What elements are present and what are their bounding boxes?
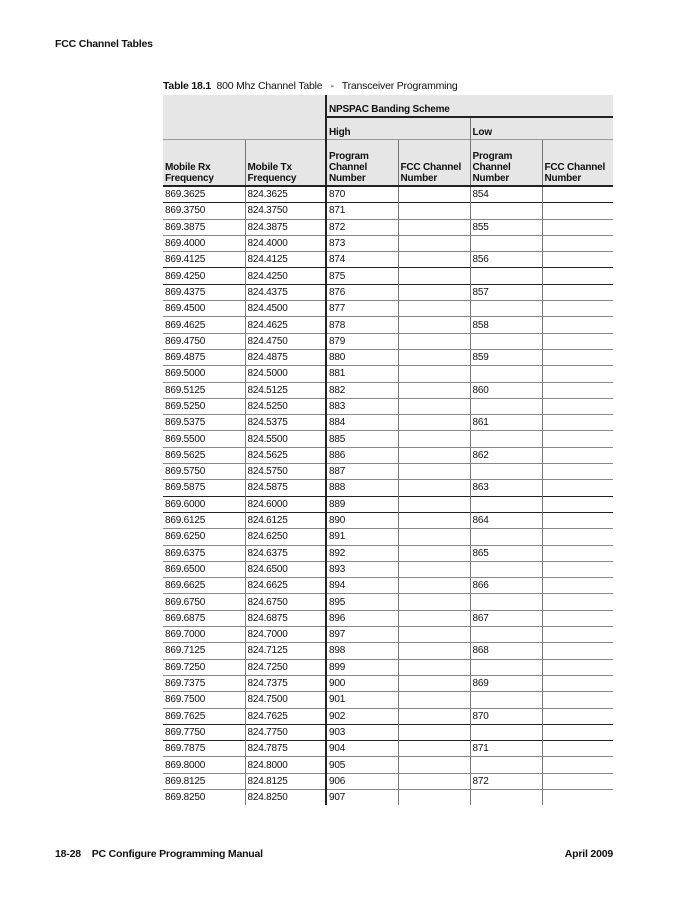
- cell-mobile-tx-frequency: 824.4125: [245, 252, 326, 268]
- cell-mobile-rx-frequency: 869.5250: [163, 398, 245, 414]
- cell-high-program-channel: 900: [326, 675, 398, 691]
- table-row: [163, 708, 613, 724]
- cell-high-fcc-channel: [398, 545, 470, 561]
- table-body: [163, 186, 613, 805]
- table-row: [163, 349, 613, 365]
- cell-low-program-channel: 856: [470, 252, 542, 268]
- cell-low-program-channel: [470, 561, 542, 577]
- cell-mobile-rx-frequency: 869.3625: [163, 186, 245, 203]
- table-row: [163, 398, 613, 414]
- cell-mobile-rx-frequency: 869.4375: [163, 284, 245, 300]
- cell-high-fcc-channel: [398, 512, 470, 528]
- cell-high-fcc-channel: [398, 789, 470, 805]
- cell-low-program-channel: 871: [470, 741, 542, 757]
- cell-mobile-rx-frequency: 869.5375: [163, 415, 245, 431]
- header-mobile-tx-frequency: Mobile Tx Frequency: [245, 140, 326, 187]
- footer-left: [55, 848, 263, 860]
- cell-mobile-rx-frequency: 869.7500: [163, 692, 245, 708]
- cell-high-fcc-channel: [398, 219, 470, 235]
- cell-mobile-rx-frequency: 869.7875: [163, 741, 245, 757]
- table-row: [163, 382, 613, 398]
- cell-mobile-rx-frequency: 869.7750: [163, 724, 245, 740]
- cell-mobile-rx-frequency: 869.7000: [163, 627, 245, 643]
- cell-mobile-tx-frequency: 824.4250: [245, 268, 326, 284]
- header-low-fcc-channel-number: FCC Channel Number: [542, 140, 613, 187]
- cell-high-program-channel: 902: [326, 708, 398, 724]
- cell-high-program-channel: 887: [326, 464, 398, 480]
- cell-mobile-rx-frequency: 869.6375: [163, 545, 245, 561]
- cell-low-fcc-channel: [542, 349, 613, 365]
- cell-low-fcc-channel: [542, 659, 613, 675]
- table-row: [163, 366, 613, 382]
- table-row: [163, 545, 613, 561]
- table-row: [163, 186, 613, 203]
- cell-low-fcc-channel: [542, 578, 613, 594]
- table-row: [163, 219, 613, 235]
- cell-low-fcc-channel: [542, 415, 613, 431]
- cell-high-fcc-channel: [398, 496, 470, 512]
- cell-high-fcc-channel: [398, 203, 470, 219]
- cell-high-fcc-channel: [398, 382, 470, 398]
- cell-high-fcc-channel: [398, 692, 470, 708]
- cell-high-fcc-channel: [398, 333, 470, 349]
- cell-mobile-rx-frequency: 869.7125: [163, 643, 245, 659]
- cell-mobile-rx-frequency: 869.5750: [163, 464, 245, 480]
- cell-high-fcc-channel: [398, 594, 470, 610]
- table-row: [163, 447, 613, 463]
- cell-high-fcc-channel: [398, 366, 470, 382]
- cell-low-program-channel: [470, 301, 542, 317]
- cell-mobile-tx-frequency: 824.6625: [245, 578, 326, 594]
- cell-low-fcc-channel: [542, 789, 613, 805]
- cell-mobile-tx-frequency: 824.7125: [245, 643, 326, 659]
- table-caption-label: Table 18.1: [163, 80, 211, 92]
- header-npspac-banding-scheme: NPSPAC Banding Scheme: [326, 95, 613, 117]
- cell-mobile-tx-frequency: 824.7625: [245, 708, 326, 724]
- cell-mobile-rx-frequency: 869.6750: [163, 594, 245, 610]
- cell-high-fcc-channel: [398, 659, 470, 675]
- cell-low-program-channel: [470, 464, 542, 480]
- cell-low-fcc-channel: [542, 496, 613, 512]
- cell-high-fcc-channel: [398, 480, 470, 496]
- cell-mobile-tx-frequency: 824.5250: [245, 398, 326, 414]
- cell-low-program-channel: [470, 594, 542, 610]
- header-corner: [163, 95, 326, 140]
- cell-low-program-channel: [470, 203, 542, 219]
- cell-mobile-tx-frequency: 824.3750: [245, 203, 326, 219]
- cell-high-fcc-channel: [398, 757, 470, 773]
- cell-high-program-channel: 878: [326, 317, 398, 333]
- cell-high-fcc-channel: [398, 301, 470, 317]
- cell-low-fcc-channel: [542, 203, 613, 219]
- cell-low-program-channel: [470, 431, 542, 447]
- table-row: [163, 675, 613, 691]
- table-row: [163, 284, 613, 300]
- cell-high-program-channel: 895: [326, 594, 398, 610]
- cell-high-program-channel: 883: [326, 398, 398, 414]
- cell-high-fcc-channel: [398, 675, 470, 691]
- cell-low-fcc-channel: [542, 708, 613, 724]
- cell-low-program-channel: [470, 268, 542, 284]
- table-row: [163, 496, 613, 512]
- cell-mobile-tx-frequency: 824.4875: [245, 349, 326, 365]
- cell-low-program-channel: 854: [470, 186, 542, 203]
- cell-low-fcc-channel: [542, 741, 613, 757]
- cell-mobile-tx-frequency: 824.8250: [245, 789, 326, 805]
- cell-mobile-rx-frequency: 869.6875: [163, 610, 245, 626]
- cell-high-program-channel: 875: [326, 268, 398, 284]
- cell-mobile-tx-frequency: 824.7375: [245, 675, 326, 691]
- cell-low-program-channel: 868: [470, 643, 542, 659]
- cell-high-fcc-channel: [398, 561, 470, 577]
- cell-mobile-tx-frequency: 824.5375: [245, 415, 326, 431]
- cell-high-program-channel: 881: [326, 366, 398, 382]
- cell-low-fcc-channel: [542, 480, 613, 496]
- cell-low-fcc-channel: [542, 252, 613, 268]
- table-row: [163, 773, 613, 789]
- cell-mobile-tx-frequency: 824.5125: [245, 382, 326, 398]
- cell-low-program-channel: 857: [470, 284, 542, 300]
- cell-low-fcc-channel: [542, 610, 613, 626]
- cell-low-program-channel: 859: [470, 349, 542, 365]
- cell-mobile-rx-frequency: 869.7375: [163, 675, 245, 691]
- cell-low-program-channel: 867: [470, 610, 542, 626]
- cell-low-program-channel: 861: [470, 415, 542, 431]
- cell-mobile-tx-frequency: 824.6875: [245, 610, 326, 626]
- cell-mobile-rx-frequency: 869.4750: [163, 333, 245, 349]
- cell-mobile-tx-frequency: 824.4750: [245, 333, 326, 349]
- cell-mobile-tx-frequency: 824.4500: [245, 301, 326, 317]
- cell-high-program-channel: 873: [326, 235, 398, 251]
- cell-mobile-tx-frequency: 824.4000: [245, 235, 326, 251]
- cell-low-program-channel: [470, 659, 542, 675]
- running-head: FCC Channel Tables: [55, 38, 153, 50]
- cell-low-program-channel: 864: [470, 512, 542, 528]
- cell-mobile-tx-frequency: 824.7000: [245, 627, 326, 643]
- cell-mobile-rx-frequency: 869.4500: [163, 301, 245, 317]
- cell-high-fcc-channel: [398, 252, 470, 268]
- cell-low-program-channel: 872: [470, 773, 542, 789]
- table-row: [163, 203, 613, 219]
- cell-high-program-channel: 885: [326, 431, 398, 447]
- cell-high-fcc-channel: [398, 464, 470, 480]
- cell-low-fcc-channel: [542, 219, 613, 235]
- cell-high-program-channel: 893: [326, 561, 398, 577]
- table-row: [163, 789, 613, 805]
- cell-low-program-channel: 855: [470, 219, 542, 235]
- cell-low-fcc-channel: [542, 268, 613, 284]
- table-row: [163, 610, 613, 626]
- cell-high-program-channel: 901: [326, 692, 398, 708]
- cell-mobile-tx-frequency: 824.6750: [245, 594, 326, 610]
- cell-low-fcc-channel: [542, 724, 613, 740]
- cell-low-fcc-channel: [542, 235, 613, 251]
- table-row: [163, 692, 613, 708]
- header-mobile-rx-frequency: Mobile Rx Frequency: [163, 140, 245, 187]
- cell-low-program-channel: [470, 789, 542, 805]
- cell-high-fcc-channel: [398, 529, 470, 545]
- cell-high-program-channel: 897: [326, 627, 398, 643]
- cell-mobile-rx-frequency: 869.8250: [163, 789, 245, 805]
- cell-low-fcc-channel: [542, 366, 613, 382]
- cell-mobile-tx-frequency: 824.6250: [245, 529, 326, 545]
- cell-high-program-channel: 896: [326, 610, 398, 626]
- cell-low-program-channel: [470, 235, 542, 251]
- cell-mobile-tx-frequency: 824.4375: [245, 284, 326, 300]
- cell-high-program-channel: 871: [326, 203, 398, 219]
- header-high-fcc-channel-number: FCC Channel Number: [398, 140, 470, 187]
- cell-mobile-rx-frequency: 869.5625: [163, 447, 245, 463]
- cell-low-fcc-channel: [542, 545, 613, 561]
- cell-low-fcc-channel: [542, 284, 613, 300]
- cell-high-program-channel: 891: [326, 529, 398, 545]
- cell-mobile-rx-frequency: 869.4875: [163, 349, 245, 365]
- cell-high-fcc-channel: [398, 708, 470, 724]
- table-row: [163, 480, 613, 496]
- cell-high-program-channel: 879: [326, 333, 398, 349]
- header-low-program-channel-number: Program Channel Number: [470, 140, 542, 187]
- table-row: [163, 741, 613, 757]
- cell-mobile-rx-frequency: 869.6625: [163, 578, 245, 594]
- cell-high-program-channel: 892: [326, 545, 398, 561]
- cell-high-program-channel: 905: [326, 757, 398, 773]
- cell-low-program-channel: [470, 366, 542, 382]
- table-row: [163, 724, 613, 740]
- cell-high-fcc-channel: [398, 627, 470, 643]
- table-row: [163, 659, 613, 675]
- cell-mobile-rx-frequency: 869.7250: [163, 659, 245, 675]
- cell-high-fcc-channel: [398, 773, 470, 789]
- cell-high-program-channel: 882: [326, 382, 398, 398]
- cell-high-fcc-channel: [398, 610, 470, 626]
- cell-mobile-tx-frequency: 824.7750: [245, 724, 326, 740]
- table-row: [163, 594, 613, 610]
- cell-mobile-tx-frequency: 824.6000: [245, 496, 326, 512]
- table-row: [163, 529, 613, 545]
- cell-low-program-channel: [470, 627, 542, 643]
- cell-mobile-tx-frequency: 824.3625: [245, 186, 326, 203]
- cell-low-program-channel: [470, 333, 542, 349]
- cell-mobile-rx-frequency: 869.5500: [163, 431, 245, 447]
- cell-mobile-tx-frequency: 824.7250: [245, 659, 326, 675]
- cell-mobile-tx-frequency: 824.8000: [245, 757, 326, 773]
- cell-low-fcc-channel: [542, 594, 613, 610]
- cell-low-fcc-channel: [542, 186, 613, 203]
- cell-low-fcc-channel: [542, 464, 613, 480]
- table-row: [163, 464, 613, 480]
- header-low: Low: [470, 117, 613, 140]
- cell-high-fcc-channel: [398, 284, 470, 300]
- cell-high-fcc-channel: [398, 317, 470, 333]
- table-row: [163, 431, 613, 447]
- cell-high-program-channel: 906: [326, 773, 398, 789]
- cell-low-program-channel: 866: [470, 578, 542, 594]
- cell-low-program-channel: 870: [470, 708, 542, 724]
- table-row: [163, 415, 613, 431]
- cell-mobile-rx-frequency: 869.6250: [163, 529, 245, 545]
- cell-mobile-rx-frequency: 869.5000: [163, 366, 245, 382]
- cell-high-program-channel: 899: [326, 659, 398, 675]
- cell-high-fcc-channel: [398, 741, 470, 757]
- cell-high-fcc-channel: [398, 268, 470, 284]
- cell-low-fcc-channel: [542, 301, 613, 317]
- cell-mobile-tx-frequency: 824.5000: [245, 366, 326, 382]
- cell-mobile-tx-frequency: 824.5500: [245, 431, 326, 447]
- cell-low-program-channel: 865: [470, 545, 542, 561]
- cell-mobile-tx-frequency: 824.6500: [245, 561, 326, 577]
- table-row: [163, 757, 613, 773]
- page-number: 18-28: [55, 848, 81, 860]
- cell-low-program-channel: 862: [470, 447, 542, 463]
- cell-low-program-channel: 860: [470, 382, 542, 398]
- cell-mobile-rx-frequency: 869.6125: [163, 512, 245, 528]
- cell-low-program-channel: 863: [470, 480, 542, 496]
- cell-high-program-channel: 894: [326, 578, 398, 594]
- cell-low-fcc-channel: [542, 333, 613, 349]
- cell-mobile-rx-frequency: 869.3750: [163, 203, 245, 219]
- cell-high-program-channel: 884: [326, 415, 398, 431]
- cell-low-fcc-channel: [542, 757, 613, 773]
- cell-mobile-rx-frequency: 869.5125: [163, 382, 245, 398]
- cell-mobile-rx-frequency: 869.4250: [163, 268, 245, 284]
- cell-mobile-rx-frequency: 869.3875: [163, 219, 245, 235]
- cell-low-program-channel: [470, 724, 542, 740]
- cell-low-fcc-channel: [542, 643, 613, 659]
- cell-high-fcc-channel: [398, 578, 470, 594]
- channel-table: [163, 95, 613, 805]
- cell-high-program-channel: 904: [326, 741, 398, 757]
- cell-mobile-tx-frequency: 824.7500: [245, 692, 326, 708]
- cell-high-program-channel: 870: [326, 186, 398, 203]
- cell-low-program-channel: [470, 692, 542, 708]
- table-row: [163, 627, 613, 643]
- table-row: [163, 561, 613, 577]
- cell-mobile-rx-frequency: 869.8000: [163, 757, 245, 773]
- cell-high-program-channel: 903: [326, 724, 398, 740]
- manual-title: PC Configure Programming Manual: [91, 848, 263, 860]
- table-row: [163, 235, 613, 251]
- cell-low-fcc-channel: [542, 561, 613, 577]
- cell-low-program-channel: [470, 757, 542, 773]
- cell-high-fcc-channel: [398, 643, 470, 659]
- table-row: [163, 333, 613, 349]
- cell-low-program-channel: [470, 529, 542, 545]
- table-row: [163, 301, 613, 317]
- cell-mobile-rx-frequency: 869.4125: [163, 252, 245, 268]
- cell-mobile-rx-frequency: 869.6500: [163, 561, 245, 577]
- table-row: [163, 578, 613, 594]
- footer-date: April 2009: [564, 848, 613, 860]
- cell-high-program-channel: 888: [326, 480, 398, 496]
- table-caption: [163, 80, 458, 92]
- cell-high-fcc-channel: [398, 398, 470, 414]
- cell-mobile-tx-frequency: 824.6375: [245, 545, 326, 561]
- cell-high-program-channel: 890: [326, 512, 398, 528]
- cell-high-fcc-channel: [398, 349, 470, 365]
- cell-mobile-rx-frequency: 869.7625: [163, 708, 245, 724]
- cell-high-fcc-channel: [398, 724, 470, 740]
- cell-high-fcc-channel: [398, 235, 470, 251]
- table-row: [163, 252, 613, 268]
- cell-low-program-channel: 858: [470, 317, 542, 333]
- table-row: [163, 317, 613, 333]
- cell-mobile-tx-frequency: 824.5750: [245, 464, 326, 480]
- header-high-program-channel-number: Program Channel Number: [326, 140, 398, 187]
- cell-high-fcc-channel: [398, 431, 470, 447]
- cell-low-program-channel: [470, 496, 542, 512]
- cell-high-program-channel: 876: [326, 284, 398, 300]
- cell-low-fcc-channel: [542, 382, 613, 398]
- cell-low-fcc-channel: [542, 398, 613, 414]
- cell-high-program-channel: 874: [326, 252, 398, 268]
- cell-mobile-rx-frequency: 869.4625: [163, 317, 245, 333]
- cell-high-program-channel: 880: [326, 349, 398, 365]
- table-row: [163, 268, 613, 284]
- table-row: [163, 643, 613, 659]
- cell-mobile-rx-frequency: 869.5875: [163, 480, 245, 496]
- cell-high-program-channel: 877: [326, 301, 398, 317]
- cell-mobile-rx-frequency: 869.6000: [163, 496, 245, 512]
- cell-low-fcc-channel: [542, 675, 613, 691]
- cell-mobile-tx-frequency: 824.5625: [245, 447, 326, 463]
- cell-mobile-tx-frequency: 824.3875: [245, 219, 326, 235]
- cell-low-fcc-channel: [542, 447, 613, 463]
- cell-low-fcc-channel: [542, 627, 613, 643]
- cell-high-program-channel: 889: [326, 496, 398, 512]
- cell-mobile-rx-frequency: 869.4000: [163, 235, 245, 251]
- cell-mobile-tx-frequency: 824.5875: [245, 480, 326, 496]
- cell-high-program-channel: 872: [326, 219, 398, 235]
- table-row: [163, 512, 613, 528]
- cell-low-fcc-channel: [542, 512, 613, 528]
- cell-high-program-channel: 907: [326, 789, 398, 805]
- cell-low-program-channel: 869: [470, 675, 542, 691]
- cell-low-fcc-channel: [542, 773, 613, 789]
- cell-low-fcc-channel: [542, 529, 613, 545]
- cell-high-fcc-channel: [398, 447, 470, 463]
- cell-high-fcc-channel: [398, 415, 470, 431]
- cell-mobile-tx-frequency: 824.7875: [245, 741, 326, 757]
- cell-high-program-channel: 886: [326, 447, 398, 463]
- cell-low-fcc-channel: [542, 431, 613, 447]
- cell-mobile-tx-frequency: 824.4625: [245, 317, 326, 333]
- table-caption-title: 800 Mhz Channel Table - Transceiver Programming: [216, 80, 458, 92]
- cell-mobile-tx-frequency: 824.8125: [245, 773, 326, 789]
- cell-high-fcc-channel: [398, 186, 470, 203]
- cell-low-fcc-channel: [542, 692, 613, 708]
- cell-mobile-rx-frequency: 869.8125: [163, 773, 245, 789]
- header-high: High: [326, 117, 470, 140]
- cell-mobile-tx-frequency: 824.6125: [245, 512, 326, 528]
- cell-high-program-channel: 898: [326, 643, 398, 659]
- cell-low-fcc-channel: [542, 317, 613, 333]
- cell-low-program-channel: [470, 398, 542, 414]
